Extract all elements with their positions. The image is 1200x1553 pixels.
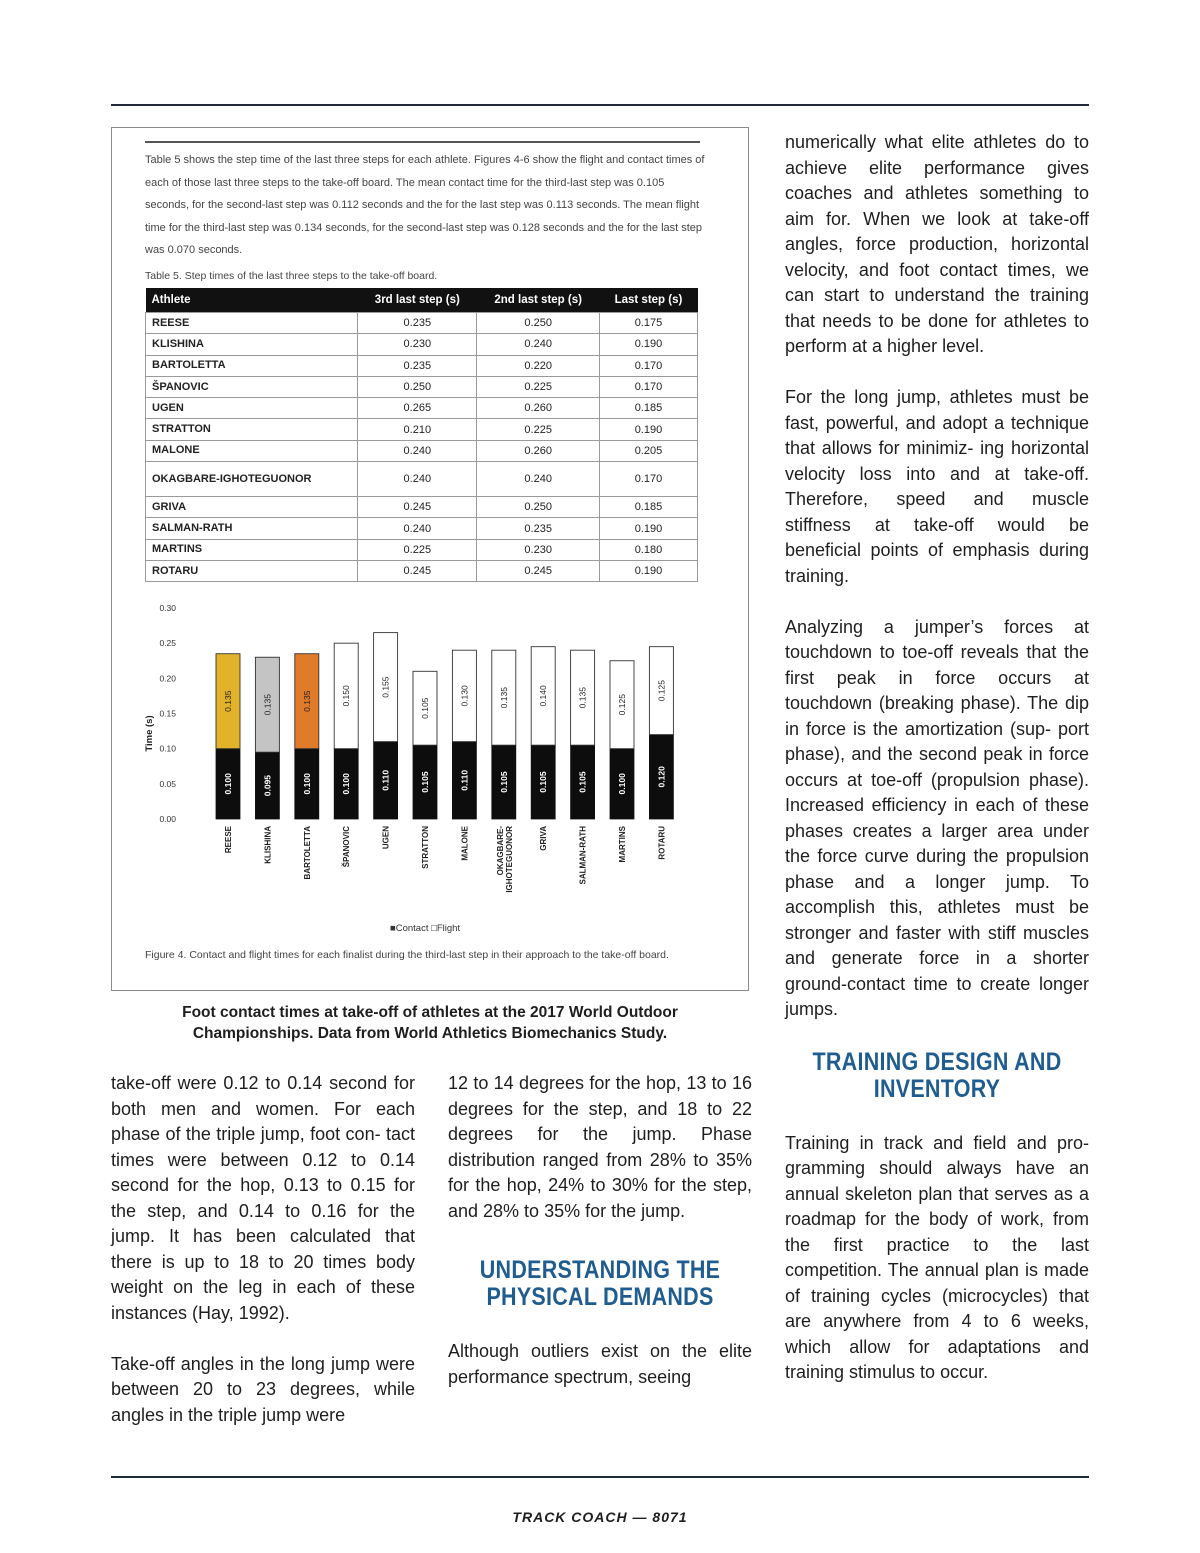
table-row: [146, 539, 698, 560]
athlete-name-cell: ROTARU: [146, 560, 358, 581]
middle-paragraph-2: Although outliers exist on the elite performance spectrum, seeing: [448, 1341, 752, 1387]
step-time-cell: 0.170: [599, 355, 697, 376]
category-label: MALONE: [460, 826, 470, 861]
flight-value-label: 0.155: [380, 676, 391, 698]
step-time-cell: 0.265: [358, 398, 477, 419]
step-time-cell: 0.240: [358, 518, 477, 539]
step-time-cell: 0.190: [599, 518, 697, 539]
right-paragraph-3: Analyzing a jumper’s forces at touchdown to toe-off reveals that the first peak in force occurs at touchdown (breaking phase). The dip in force is the amortization (sup- port phase), and the second peak in force occurs at toe-off (propulsion phase). Increased efficiency in each of these phases creates a larger area under the force curve during the propulsion phase and a longer jump. To accomplish this, athletes must be stronger and faster with stiff muscles and generate force in a shorter ground-contact time to create longer jumps.: [785, 616, 1089, 1019]
y-tick-label: 0.00: [159, 814, 176, 824]
top-rule: [111, 104, 1089, 106]
table-header-cell: 3rd last step (s): [358, 288, 477, 313]
table-row: [146, 440, 698, 461]
athlete-name-cell: SALMAN-RATH: [146, 518, 358, 539]
table-row: [146, 313, 698, 334]
step-time-cell: 0.190: [599, 560, 697, 581]
athlete-name-cell: REESE: [146, 313, 358, 334]
table-row: [146, 518, 698, 539]
step-time-cell: 0.185: [599, 497, 697, 518]
step-time-cell: 0.220: [477, 355, 599, 376]
table-row: [146, 462, 698, 497]
contact-value-label: 0.120: [656, 766, 667, 788]
contact-value-label: 0.105: [577, 771, 588, 793]
step-time-cell: 0.260: [477, 440, 599, 461]
y-tick-label: 0.25: [159, 638, 176, 649]
contact-value-label: 0.110: [459, 769, 470, 791]
step-time-cell: 0.205: [599, 440, 697, 461]
category-label: STRATTON: [421, 826, 430, 869]
section-heading-physical-demands: [469, 1257, 730, 1311]
step-time-cell: 0.175: [599, 313, 697, 334]
category-label: OKAGBARE-: [495, 826, 505, 876]
contact-value-label: 0.100: [223, 773, 233, 795]
heading-line-1: UNDERSTANDING THE: [479, 1256, 721, 1284]
y-tick-label: 0.30: [159, 603, 176, 613]
table-row: [146, 376, 698, 397]
table-header-cell: Athlete: [146, 288, 358, 313]
bottom-rule: [111, 1476, 1089, 1478]
middle-paragraph-1: 12 to 14 degrees for the hop, 13 to 16 degrees for the step, and 18 to 22 degrees for the jump. Phase distribution ranged from 28% to 35% for the hop, 24% to 30% for the step, and 28% to 35% for the jump.: [448, 1073, 752, 1221]
photo-caption: [111, 1002, 749, 1044]
section-heading-training-design: [806, 1049, 1067, 1103]
caption-line-2: Championships. Data from World Athletics Biomechanics Study.: [192, 1025, 668, 1042]
step-time-cell: 0.240: [358, 440, 477, 461]
contact-value-label: 0.100: [617, 773, 627, 795]
y-tick-label: 0.10: [159, 743, 176, 754]
flight-value-label: 0.140: [538, 685, 549, 707]
step-time-cell: 0.245: [358, 497, 477, 518]
flight-value-label: 0.135: [223, 690, 233, 712]
legend-contact: ■Contact: [390, 923, 429, 934]
category-label: MARTINS: [618, 826, 627, 863]
step-time-cell: 0.180: [599, 539, 697, 560]
athlete-name-cell: OKAGBARE-IGHOTEGUONOR: [146, 462, 358, 497]
category-label: SALMAN-RATH: [578, 826, 588, 885]
step-time-cell: 0.250: [477, 313, 599, 334]
y-axis-label: Time (s): [144, 715, 155, 752]
heading-line-1: TRAINING DESIGN AND: [812, 1047, 1062, 1076]
contact-flight-chart: [140, 596, 720, 951]
contact-value-label: 0.100: [301, 773, 312, 795]
step-time-cell: 0.225: [477, 376, 599, 397]
figure-top-line: [145, 141, 700, 143]
step-time-cell: 0.250: [477, 497, 599, 518]
figure-panel: [111, 127, 749, 991]
contact-value-label: 0.110: [380, 769, 391, 791]
contact-value-label: 0.105: [538, 771, 549, 793]
step-time-cell: 0.185: [599, 398, 697, 419]
step-time-cell: 0.225: [477, 419, 599, 440]
step-time-cell: 0.235: [477, 518, 599, 539]
step-time-cell: 0.245: [358, 560, 477, 581]
chart-legend: [390, 923, 460, 934]
middle-column: [448, 1071, 752, 1390]
step-time-cell: 0.240: [358, 462, 477, 497]
athlete-name-cell: ŠPANOVIC: [146, 376, 358, 397]
table-row: [146, 419, 698, 440]
athlete-name-cell: KLISHINA: [146, 334, 358, 355]
flight-value-label: 0.105: [420, 697, 430, 719]
figure-caption: Figure 4. Contact and flight times for each finalist during the third-last step in their approach to the take-off board.: [145, 949, 669, 961]
step-times-table: [145, 288, 698, 582]
page-footer: TRACK COACH — 8071: [512, 1509, 688, 1525]
flight-value-label: 0.135: [262, 694, 273, 716]
athlete-name-cell: UGEN: [146, 398, 358, 419]
flight-value-label: 0.125: [617, 694, 627, 716]
step-time-cell: 0.260: [477, 398, 599, 419]
step-time-cell: 0.235: [358, 313, 477, 334]
figure-intro-text: Table 5 shows the step time of the last three steps for each athlete. Figures 4-6 show the flight and contact times of each of those last three steps to the take-off board. The mean contact time for the third-last step was 0.105 seconds, for the second-last step was 0.112 seconds and the for the last step was 0.113 seconds. The mean flight time for the third-last step was 0.134 seconds, for the second-last step was 0.128 seconds and the for the last step was 0.070 seconds.: [145, 154, 705, 256]
step-time-cell: 0.245: [477, 560, 599, 581]
athlete-name-cell: STRATTON: [146, 419, 358, 440]
table-row: [146, 560, 698, 581]
category-label: ŠPANOVIC: [342, 826, 352, 868]
y-tick-label: 0.15: [159, 708, 176, 719]
heading-line-2: INVENTORY: [873, 1074, 1001, 1103]
table-header-row: [146, 288, 698, 313]
flight-value-label: 0.135: [577, 687, 588, 709]
table-header-cell: Last step (s): [599, 288, 697, 313]
right-paragraph-4: Training in track and field and pro- gramming should always have an annual skeleton plan that serves as a roadmap for the body of work, from the first practice to the last competition. The annual plan is made of training cycles (microcycles) that are anywhere from 4 to 6 weeks, which allow for adaptations and training stimulus to occur.: [785, 1132, 1089, 1382]
athlete-name-cell: GRIVA: [146, 497, 358, 518]
step-time-cell: 0.210: [358, 419, 477, 440]
right-paragraph-1: numerically what elite athletes do to achieve elite performance gives coaches and athletes something to aim for. When we look at take-off angles, force production, horizontal velocity, and foot contact times, we can start to understand the training that needs to be done for athletes to perform at a higher level.: [785, 132, 1089, 356]
step-time-cell: 0.240: [477, 462, 599, 497]
category-label: KLISHINA: [263, 826, 273, 864]
step-time-cell: 0.235: [358, 355, 477, 376]
legend-flight: □Flight: [431, 923, 461, 934]
category-label: BARTOLETTA: [302, 826, 312, 880]
heading-line-2: PHYSICAL DEMANDS: [486, 1283, 714, 1311]
table-row: [146, 398, 698, 419]
step-time-cell: 0.230: [358, 334, 477, 355]
table-body: [146, 313, 698, 582]
step-time-cell: 0.170: [599, 462, 697, 497]
y-tick-label: 0.05: [159, 778, 176, 789]
step-time-cell: 0.170: [599, 376, 697, 397]
flight-value-label: 0.135: [498, 687, 509, 709]
flight-value-label: 0.150: [341, 685, 352, 707]
step-time-cell: 0.250: [358, 376, 477, 397]
caption-line-1: Foot contact times at take-off of athletes at the 2017 World Outdoor: [182, 1004, 678, 1021]
step-time-cell: 0.190: [599, 419, 697, 440]
step-time-cell: 0.225: [358, 539, 477, 560]
step-time-cell: 0.230: [477, 539, 599, 560]
category-label: UGEN: [381, 826, 391, 850]
flight-value-label: 0.135: [301, 690, 312, 712]
athlete-name-cell: BARTOLETTA: [146, 355, 358, 376]
category-label: REESE: [224, 826, 233, 854]
left-column: [111, 1071, 415, 1428]
contact-value-label: 0.100: [341, 773, 352, 795]
athlete-name-cell: MARTINS: [146, 539, 358, 560]
category-label: GRIVA: [539, 826, 549, 851]
flight-value-label: 0.125: [656, 680, 667, 702]
table-caption: Table 5. Step times of the last three steps to the take-off board.: [145, 270, 438, 282]
table-row: [146, 355, 698, 376]
y-tick-label: 0.20: [159, 673, 176, 684]
table-row: [146, 334, 698, 355]
flight-value-label: 0.130: [459, 685, 470, 707]
step-time-cell: 0.190: [599, 334, 697, 355]
category-label: IGHOTEGUONOR: [504, 826, 514, 893]
athlete-name-cell: MALONE: [146, 440, 358, 461]
step-time-cell: 0.240: [477, 334, 599, 355]
left-paragraph-1: take-off were 0.12 to 0.14 second for both men and women. For each phase of the triple jump, foot con- tact times were between 0.12 to 0.14 second for the hop, 0.13 to 0.15 for the step, and 0.14 to 0.16 for the jump. It has been calculated that there is up to 18 to 20 times body weight on the leg in each of these instances (Hay, 1992).: [111, 1073, 415, 1323]
right-column: [785, 130, 1089, 1386]
table-row: [146, 497, 698, 518]
right-paragraph-2: For the long jump, athletes must be fast, powerful, and adopt a technique that allows for minimiz- ing horizontal velocity loss into and at take-off. Therefore, speed and muscle stiffness at take-off would be beneficial points of emphasis during training.: [785, 387, 1089, 586]
contact-value-label: 0.095: [262, 774, 273, 797]
contact-value-label: 0.105: [498, 771, 509, 793]
contact-value-label: 0.105: [420, 771, 430, 793]
left-paragraph-2: Take-off angles in the long jump were between 20 to 23 degrees, while angles in the triple jump were: [111, 1353, 415, 1425]
category-label: ROTARU: [657, 826, 667, 860]
table-header-cell: 2nd last step (s): [477, 288, 599, 313]
